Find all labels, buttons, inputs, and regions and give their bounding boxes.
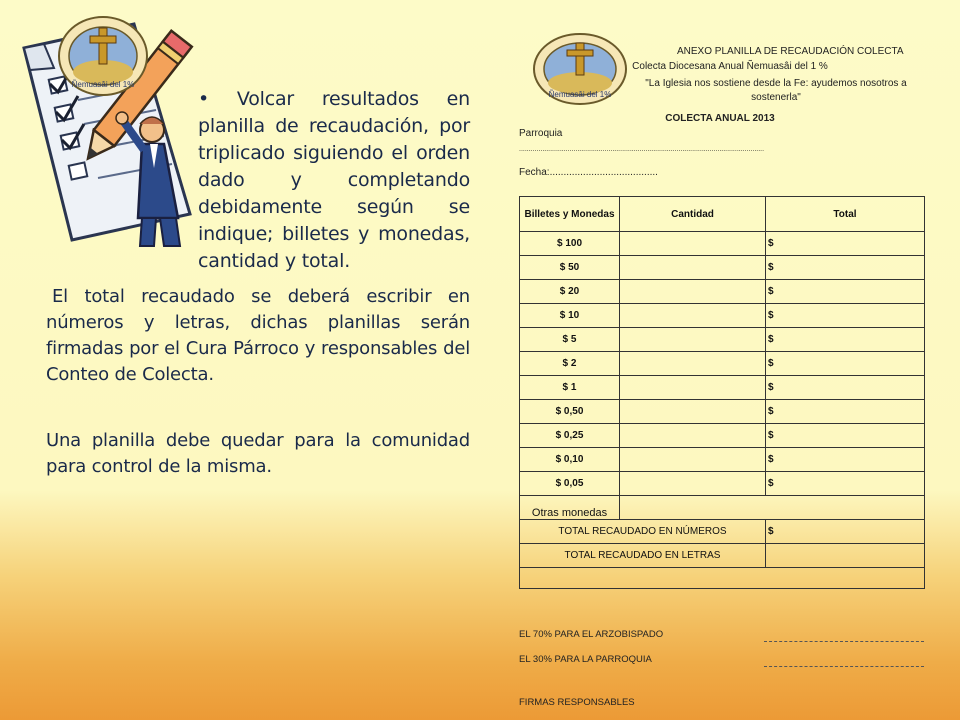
qty-cell[interactable] [620, 304, 766, 328]
table-row [520, 472, 925, 496]
form-quote: "La Iglesia nos sostiene desde la Fe: ayudemos nosotros a sostenerla" [645, 78, 907, 103]
otras-monedas-label: Otras monedas [520, 496, 620, 520]
arzobispado-line[interactable] [764, 641, 924, 642]
header-qty: Cantidad [620, 197, 766, 232]
table-row [520, 448, 925, 472]
table-row [520, 328, 925, 352]
parroquia-pct-label: EL 30% PARA LA PARROQUIA [519, 654, 652, 665]
total-letras-line[interactable] [520, 568, 925, 589]
denom-cell: $ 2 [520, 352, 620, 376]
qty-cell[interactable] [620, 400, 766, 424]
denom-cell: $ 0,50 [520, 400, 620, 424]
table-row-otras [520, 496, 925, 520]
denom-cell: $ 100 [520, 232, 620, 256]
header-denom: Billetes y Monedas [520, 197, 620, 232]
table-row [520, 424, 925, 448]
total-cell[interactable]: $ [766, 280, 925, 304]
table-header-row [520, 197, 925, 232]
qty-cell[interactable] [620, 256, 766, 280]
bullet-text: Volcar resultados en planilla de recaudación, por triplicado siguiendo el orden dado y completando debidamente según se indique; billetes y monedas, cantidad y total. [198, 88, 471, 272]
firmas-label: FIRMAS RESPONSABLES [519, 697, 635, 708]
total-numeros-value[interactable]: $ [766, 520, 925, 544]
qty-cell[interactable] [620, 472, 766, 496]
table-row [520, 232, 925, 256]
qty-cell[interactable] [620, 280, 766, 304]
total-cell[interactable]: $ [766, 376, 925, 400]
qty-cell[interactable] [620, 328, 766, 352]
otras-empty [620, 496, 766, 520]
denom-cell: $ 20 [520, 280, 620, 304]
denom-cell: $ 1 [520, 376, 620, 400]
logo-right-center-text: Ñemuasâi del 1% [548, 90, 612, 99]
denom-cell: $ 0,25 [520, 424, 620, 448]
total-letras-label: TOTAL RECAUDADO EN LETRAS [520, 544, 766, 568]
denom-cell: $ 50 [520, 256, 620, 280]
recaudacion-table [519, 196, 925, 589]
form-subtitle: Colecta Diocesana Anual Ñemuasâi del 1 % [632, 61, 828, 72]
instruction-bullet [198, 86, 470, 275]
total-numeros-row [520, 520, 925, 544]
total-cell[interactable]: $ [766, 328, 925, 352]
parroquia-field[interactable]: .............................................................................................................................. [519, 146, 765, 153]
total-letras-row [520, 544, 925, 568]
denom-cell: $ 10 [520, 304, 620, 328]
table-row [520, 280, 925, 304]
total-cell[interactable]: $ [766, 472, 925, 496]
fecha-field[interactable]: Fecha:....................................... [519, 167, 658, 178]
parroquia-label: Parroquia [519, 128, 563, 139]
year-title: COLECTA ANUAL 2013 [665, 113, 775, 124]
total-letras-value[interactable] [766, 544, 925, 568]
qty-cell[interactable] [620, 424, 766, 448]
table-row [520, 304, 925, 328]
total-cell[interactable]: $ [766, 304, 925, 328]
logo-left-center-text: Ñemuasâi del 1% [71, 80, 135, 89]
otras-empty-total [766, 496, 925, 520]
total-cell[interactable]: $ [766, 448, 925, 472]
arzobispado-label: EL 70% PARA EL ARZOBISPADO [519, 629, 664, 640]
community-copy-paragraph: Una planilla debe quedar para la comunidad para control de la misma. [46, 430, 470, 477]
qty-cell[interactable] [620, 376, 766, 400]
total-instruction-paragraph: El total recaudado se deberá escribir en números y letras, dichas planillas serán firmadas por el Cura Párroco y responsables del Conteo de Colecta. [46, 286, 470, 385]
denom-cell: $ 0,05 [520, 472, 620, 496]
total-cell[interactable]: $ [766, 256, 925, 280]
table-row [520, 352, 925, 376]
total-cell[interactable]: $ [766, 352, 925, 376]
table-row [520, 256, 925, 280]
total-cell[interactable]: $ [766, 400, 925, 424]
total-letras-extra-row [520, 568, 925, 589]
table-row [520, 400, 925, 424]
total-cell[interactable]: $ [766, 424, 925, 448]
colecta-logo-left [56, 14, 150, 98]
qty-cell[interactable] [620, 352, 766, 376]
denom-cell: $ 0,10 [520, 448, 620, 472]
table-row [520, 376, 925, 400]
total-cell[interactable]: $ [766, 232, 925, 256]
parroquia-pct-line[interactable] [764, 666, 924, 667]
anexo-title: ANEXO PLANILLA DE RECAUDACIÓN COLECTA [677, 46, 904, 57]
header-total: Total [766, 197, 925, 232]
denom-cell: $ 5 [520, 328, 620, 352]
total-numeros-label: TOTAL RECAUDADO EN NÚMEROS [520, 520, 766, 544]
qty-cell[interactable] [620, 448, 766, 472]
qty-cell[interactable] [620, 232, 766, 256]
bullet-symbol: • [198, 88, 210, 110]
